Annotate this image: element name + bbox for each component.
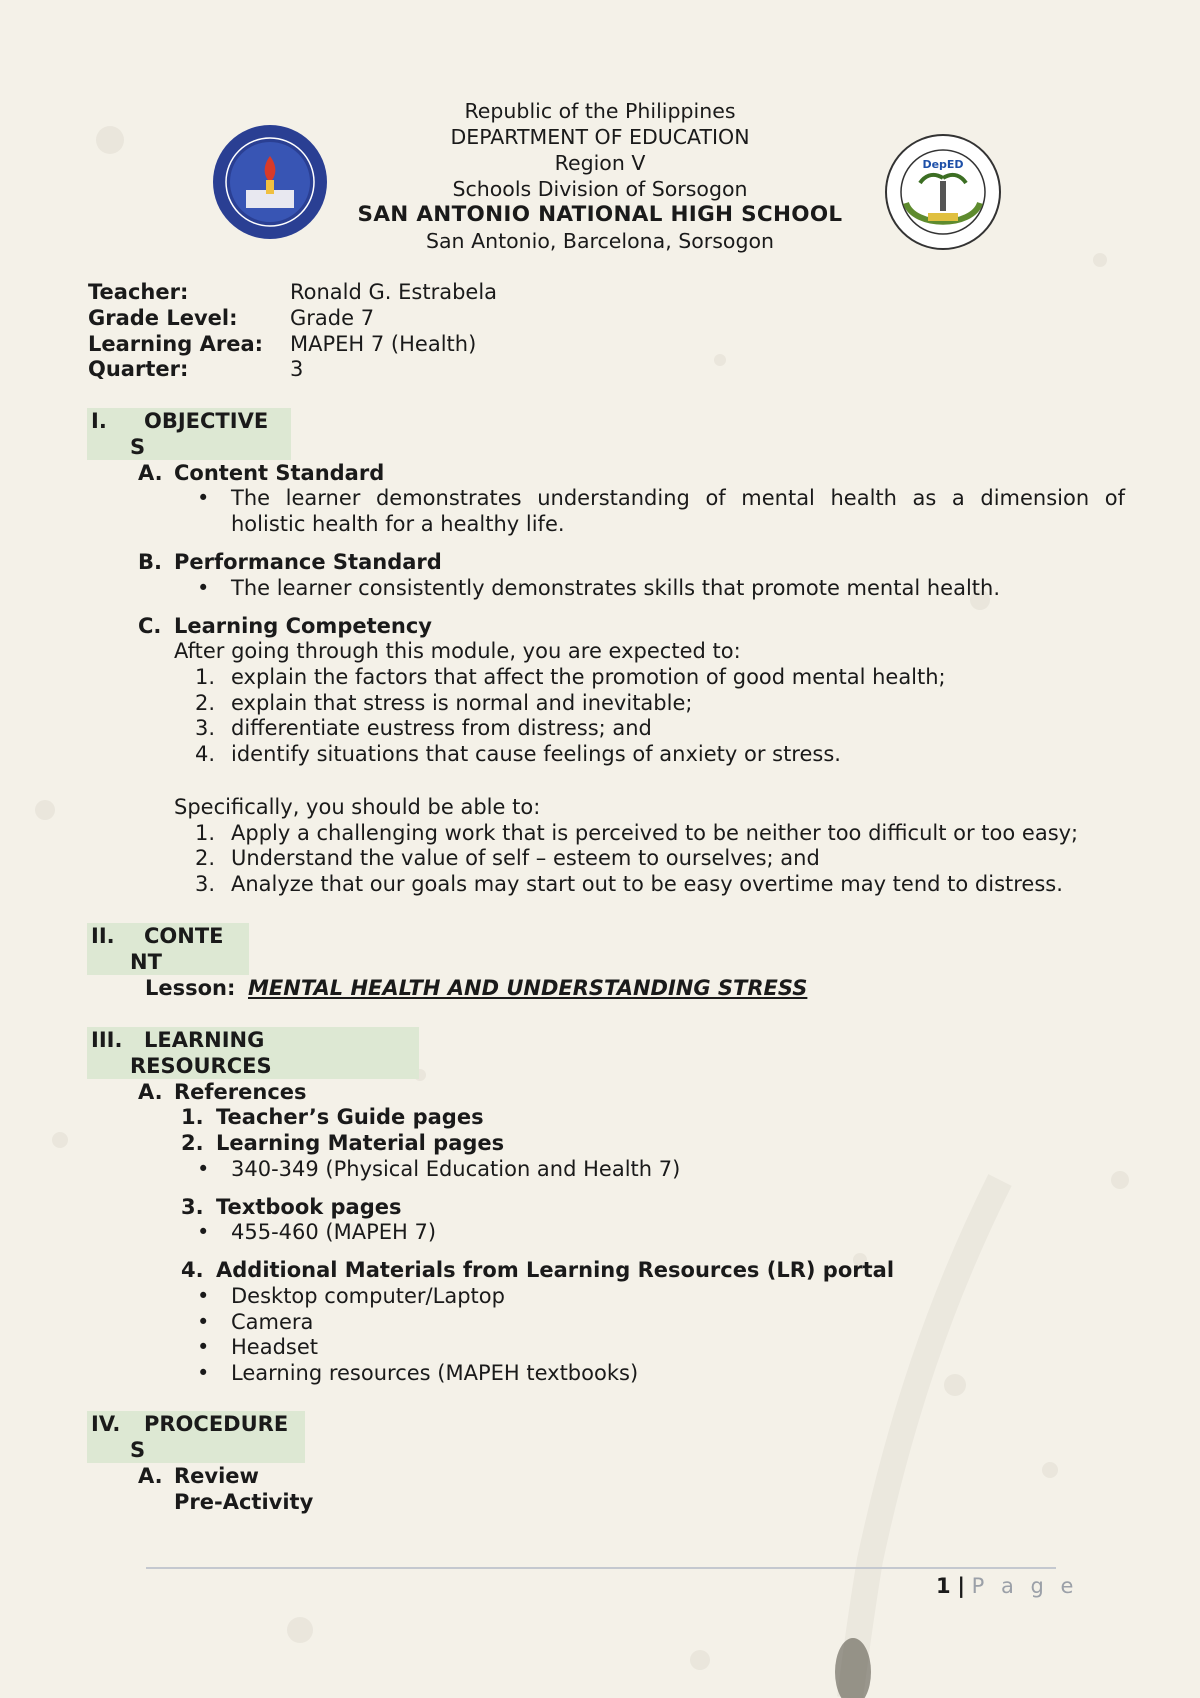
review-subtitle: Pre-Activity (174, 1490, 314, 1514)
info-value-area: MAPEH 7 (Health) (290, 332, 477, 356)
content-standard-text-line2: holistic health for a healthy life. (231, 512, 565, 536)
document-page: DepED Republic of the Philippines DEPARTMENT OF EDUCATION Region V Schools Division of Sorsogon SAN ANTONIO NATIONAL HIGH SCHOOL San Antonio, Barcelona, Sorsogon Teacher: Ronald G. Estrabela Grade Level: Grade 7 Learning Area: MAPEH 7 (Health) Quarter: 3 I. OBJECTIVE S A. Content Standard • The learner demonstrates understanding of mental health as a dimension of holistic health for a healthy life. B. Performance Standard • The learner consistently demonstrates skills that promote mental health. C. Learning Competency After going through this module, you are expected to: 1. explain the factors that affect the promotion of good mental health; 2. explain that stress is normal and inevitable; 3. differentiate eustress from distress; and 4. identify situations that cause feelings of anxiety or stress. Specifically, you should be able to: 1. Apply a challenging work that is perceived to be neither too difficult or too easy; 2. Understand the value of self – esteem to ourselves; and 3. Analyze that our goals may start out to be easy overtime may tend to distress. II. CONTE NT Lesson: MENTAL HEALTH AND UNDERSTANDING STRESS III. LEARNING RESOURCES A. References 1. Teacher’s Guide pages 2. Learning Material pages • 340-349 (Physical Education and Health 7) 3. Textbook pages • 455-460 (MAPEH 7) 4. Additional Materials from Learning Resources (LR) portal • Desktop computer/Laptop • Camera • Headset • Learning resources (MAPEH textbooks) IV. PROCEDURE S A. Review Pre-Activity 1 | P a g e (0, 0, 1200, 1698)
info-label-grade: Grade Level: (88, 306, 238, 330)
info-label-quarter: Quarter: (88, 357, 189, 381)
reference-bullet: • Learning resources (MAPEH textbooks) (231, 1360, 638, 1386)
page-number-value: 1 (936, 1574, 951, 1598)
header-school-name: SAN ANTONIO NATIONAL HIGH SCHOOL (357, 202, 843, 227)
section-title-line2: S (130, 1438, 146, 1462)
section-title-line2: NT (130, 950, 162, 974)
reference-bullet: • Desktop computer/Laptop (231, 1283, 505, 1309)
specific-item-3: Analyze that our goals may start out to be easy overtime may tend to distress. (231, 872, 1063, 896)
reference-bullet: • 340-349 (Physical Education and Health 7) (231, 1156, 680, 1182)
lesson-label: Lesson: (145, 976, 236, 1000)
content-standard-text-line1: • The learner demonstrates understanding of mental health as a dimension of (231, 485, 1125, 511)
header-division: Schools Division of Sorsogon (452, 177, 748, 201)
section-title-line1: OBJECTIVE (144, 409, 269, 433)
section-objectives-heading (87, 408, 291, 460)
header-region: Region V (554, 151, 646, 175)
performance-standard-title: Performance Standard (174, 550, 442, 574)
lesson-title: MENTAL HEALTH AND UNDERSTANDING STRESS (248, 976, 808, 1000)
page-word: P a g e (971, 1574, 1079, 1598)
section-number: III. (91, 1028, 123, 1052)
info-value-quarter: 3 (290, 357, 304, 381)
performance-standard-text: • The learner consistently demonstrates skills that promote mental health. (231, 575, 1000, 601)
info-value-grade: Grade 7 (290, 306, 375, 330)
header-address: San Antonio, Barcelona, Sorsogon (425, 229, 774, 253)
section-number: II. (91, 924, 115, 948)
performance-standard-letter: B. (138, 550, 162, 574)
competency-item-4: identify situations that cause feelings of anxiety or stress. (231, 742, 841, 766)
reference-num-2: 2. (181, 1131, 204, 1155)
page-number (936, 1573, 1078, 1599)
learning-competency-intro: After going through this module, you are expected to: (174, 639, 741, 663)
reference-title-1: Teacher’s Guide pages (216, 1105, 484, 1129)
reference-bullet: • Headset (231, 1334, 318, 1360)
reference-num-3: 3. (181, 1195, 204, 1219)
info-label-teacher: Teacher: (88, 280, 189, 304)
section-number: I. (91, 409, 107, 433)
reference-bullet: • Camera (231, 1309, 313, 1335)
info-value-teacher: Ronald G. Estrabela (290, 280, 498, 304)
section-title-line1: PROCEDURE (144, 1412, 289, 1436)
competency-item-2: explain that stress is normal and inevitable; (231, 691, 693, 715)
content-standard-letter: A. (138, 461, 163, 485)
section-title-line2: RESOURCES (130, 1054, 272, 1078)
info-label-area: Learning Area: (88, 332, 264, 356)
section-title-line1: CONTE (144, 924, 224, 948)
section-resources-heading (87, 1027, 419, 1079)
reference-title-3: Textbook pages (216, 1195, 402, 1219)
section-number: IV. (91, 1412, 121, 1436)
specific-item-2: Understand the value of self – esteem to ourselves; and (231, 846, 820, 870)
section-content-heading (87, 923, 249, 975)
specific-intro: Specifically, you should be able to: (174, 795, 541, 819)
competency-item-1: explain the factors that affect the promotion of good mental health; (231, 665, 946, 689)
learning-competency-letter: C. (138, 614, 162, 638)
references-title: References (174, 1080, 307, 1104)
competency-item-3: differentiate eustress from distress; and (231, 716, 652, 740)
references-letter: A. (138, 1080, 163, 1104)
reference-num-4: 4. (181, 1258, 204, 1282)
reference-title-2: Learning Material pages (216, 1131, 505, 1155)
footer-divider (146, 1567, 1056, 1569)
section-procedures-heading (87, 1411, 305, 1463)
review-letter: A. (138, 1464, 163, 1488)
reference-title-4: Additional Materials from Learning Resources (LR) portal (216, 1258, 895, 1282)
section-title-line2: S (130, 435, 146, 459)
header-republic: Republic of the Philippines (464, 99, 736, 123)
content-standard-title: Content Standard (174, 461, 385, 485)
review-title: Review (174, 1464, 259, 1488)
page-number-separator: | (957, 1574, 965, 1598)
reference-num-1: 1. (181, 1105, 204, 1129)
reference-bullet: • 455-460 (MAPEH 7) (231, 1219, 436, 1245)
learning-competency-title: Learning Competency (174, 614, 432, 638)
section-title-line1: LEARNING (144, 1028, 265, 1052)
header-department: DEPARTMENT OF EDUCATION (450, 125, 750, 149)
svg-text:DepED: DepED (922, 158, 964, 171)
specific-item-1: Apply a challenging work that is perceived to be neither too difficult or too easy; (231, 821, 1079, 845)
